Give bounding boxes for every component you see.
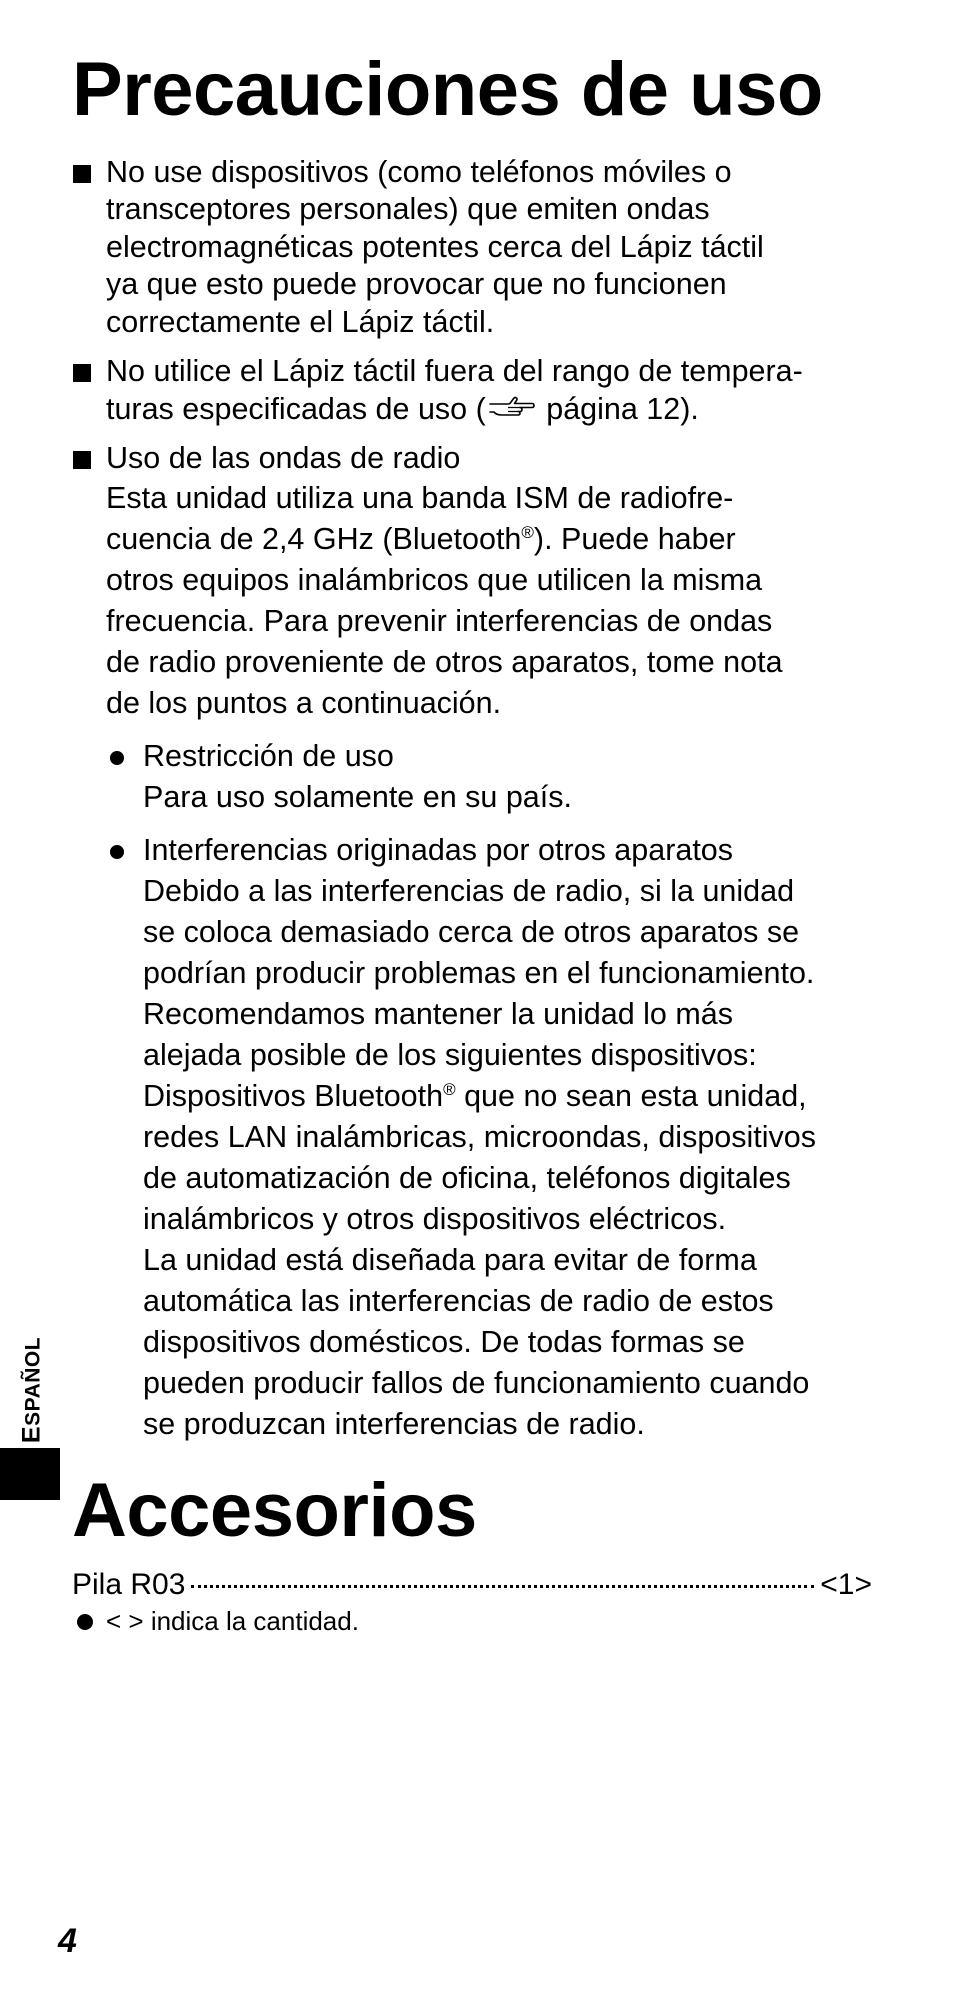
text-line: se produzcan interferencias de radio. bbox=[143, 1406, 645, 1441]
text-line: ya que esto puede provocar que no funcionen bbox=[106, 267, 727, 302]
page-content bbox=[72, 48, 872, 1638]
page-number: 4 bbox=[58, 1922, 77, 1960]
precaution-item-devices bbox=[72, 154, 872, 342]
text-fragment: turas especificadas de uso ( bbox=[106, 391, 486, 426]
text-line: de radio proveniente de otros aparatos, tome nota bbox=[106, 644, 783, 679]
text-line: automática las interferencias de radio de estos bbox=[143, 1283, 774, 1318]
note-text: < > indica la cantidad. bbox=[106, 1606, 359, 1637]
square-bullet-icon bbox=[73, 451, 91, 469]
text-fragment: que no sean esta unidad, bbox=[455, 1078, 807, 1113]
accessory-quantity: <1> bbox=[820, 1568, 872, 1602]
text-line: La unidad está diseñada para evitar de forma bbox=[143, 1242, 757, 1277]
quantity-note bbox=[72, 1604, 872, 1638]
text-line: correctamente el Lápiz táctil. bbox=[106, 304, 495, 339]
text-line: otros equipos inalámbricos que utilicen la misma bbox=[106, 562, 763, 597]
accessory-name: Pila R03 bbox=[72, 1568, 186, 1602]
accessory-row bbox=[72, 1566, 872, 1604]
text-fragment: ). Puede haber bbox=[533, 521, 736, 556]
subitem-restriction bbox=[72, 736, 872, 818]
text-line: de los puntos a continuación. bbox=[106, 685, 502, 720]
text-fragment: cuencia de 2,4 GHz (Bluetooth bbox=[106, 521, 522, 556]
subitem-interference bbox=[72, 830, 872, 1445]
precaution-item-radio bbox=[72, 440, 872, 724]
text-line: redes LAN inalámbricas, microondas, dispositivos bbox=[143, 1119, 816, 1154]
text-line: pueden producir fallos de funcionamiento cuando bbox=[143, 1365, 810, 1400]
subitem-heading: Restricción de uso bbox=[143, 738, 394, 773]
registered-mark: ® bbox=[521, 522, 534, 542]
round-bullet-icon bbox=[110, 751, 124, 765]
pointing-hand-icon bbox=[488, 389, 536, 427]
dot-leader bbox=[191, 1585, 814, 1588]
square-bullet-icon bbox=[73, 364, 91, 382]
text-line: Recomendamos mantener la unidad lo más bbox=[143, 996, 733, 1031]
accesorios-title: Accesorios bbox=[72, 1467, 477, 1553]
text-line: transceptores personales) que emiten ondas bbox=[106, 192, 710, 227]
text-line bbox=[106, 391, 872, 429]
item-heading: Uso de las ondas de radio bbox=[106, 441, 461, 476]
round-bullet-icon bbox=[110, 845, 124, 859]
text-line: No utilice el Lápiz táctil fuera del rango de tempera- bbox=[106, 354, 803, 389]
text-line: electromagnéticas potentes cerca del Lápiz táctil bbox=[106, 229, 764, 264]
round-bullet-icon bbox=[77, 1614, 93, 1630]
text-line: inalámbricos y otros dispositivos eléctricos. bbox=[143, 1201, 727, 1236]
radio-description bbox=[106, 478, 872, 724]
registered-mark: ® bbox=[443, 1079, 456, 1099]
square-bullet-icon bbox=[73, 165, 91, 183]
text-line: podrían producir problemas en el funcionamiento. bbox=[143, 955, 815, 990]
text-line: Para uso solamente en su país. bbox=[143, 779, 572, 814]
text-line bbox=[106, 519, 872, 560]
text-fragment: Dispositivos Bluetooth bbox=[143, 1078, 444, 1113]
text-line: de automatización de oficina, teléfonos digitales bbox=[143, 1160, 791, 1195]
text-line: Debido a las interferencias de radio, si la unidad bbox=[143, 873, 795, 908]
text-line: alejada posible de los siguientes dispositivos: bbox=[143, 1037, 757, 1072]
language-label bbox=[18, 1337, 47, 1443]
text-line: frecuencia. Para prevenir interferencias de ondas bbox=[106, 603, 773, 638]
text-line: No use dispositivos (como teléfonos móviles o bbox=[106, 154, 732, 189]
text-line bbox=[143, 1076, 872, 1117]
precauciones-title: Precauciones de uso bbox=[72, 47, 823, 132]
subitem-heading: Interferencias originadas por otros aparatos bbox=[143, 832, 733, 867]
language-tab bbox=[0, 1448, 60, 1500]
language-initial: E bbox=[17, 1425, 46, 1444]
language-rest: SPAÑOL bbox=[21, 1336, 45, 1426]
text-fragment: página 12). bbox=[537, 391, 699, 426]
precaution-item-temperature bbox=[72, 353, 872, 428]
text-line: se coloca demasiado cerca de otros aparatos se bbox=[143, 914, 800, 949]
text-line: Esta unidad utiliza una banda ISM de radiofre- bbox=[106, 480, 734, 515]
text-line: dispositivos domésticos. De todas formas se bbox=[143, 1324, 745, 1359]
